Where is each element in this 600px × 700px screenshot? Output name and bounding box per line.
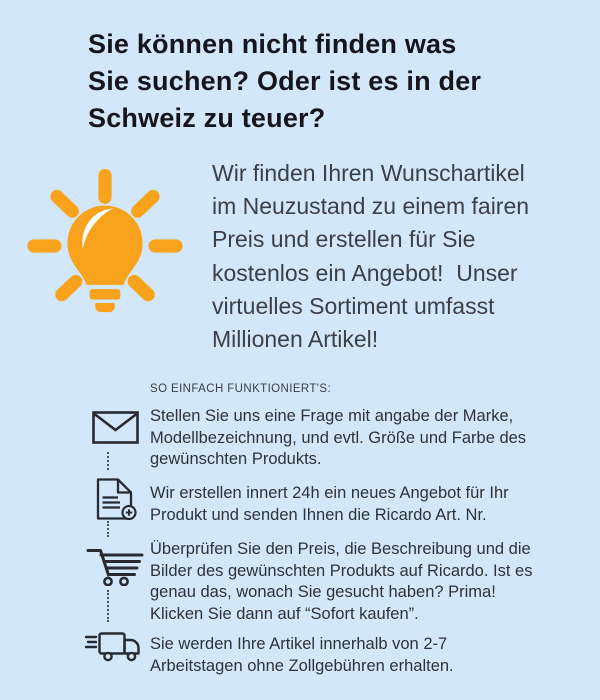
step-line: genau das, wonach Sie gesucht haben? Prima! <box>150 583 496 601</box>
intro-line: Wir finden Ihren Wunschartikel <box>212 160 525 186</box>
step-3-text <box>150 539 580 625</box>
step-line: Sie werden Ihre Artikel innerhalb von 2-7 <box>150 635 448 653</box>
step-line: Überprüfen Sie den Preis, die Beschreibung und die <box>150 540 531 558</box>
step-2-text <box>150 483 580 526</box>
intro-text <box>212 157 597 356</box>
envelope-icon <box>92 411 139 449</box>
how-it-works-label: SO EINFACH FUNKTIONIERT'S: <box>150 383 332 395</box>
intro-line: Millionen Artikel! <box>212 326 379 353</box>
dotted-connector <box>107 521 109 537</box>
lightbulb-icon <box>27 168 183 342</box>
document-new-offer-icon <box>92 478 138 525</box>
step-line: Modellbezeichnung, und evtl. Größe und Farbe des <box>150 428 527 447</box>
intro-line: im Neuzustand zu einem fairen <box>212 193 530 220</box>
intro-line: kostenlos ein Angebot! Unser <box>212 259 518 286</box>
dotted-connector <box>107 452 109 470</box>
step-line: Wir erstellen innert 24h ein neues Angebot für Ihr <box>150 484 509 502</box>
step-1-text <box>150 406 580 471</box>
intro-line: virtuelles Sortiment umfasst <box>212 292 495 319</box>
step-line: Stellen Sie uns eine Frage mit angabe der Marke, <box>150 407 514 425</box>
step-line: gewünschten Produkts. <box>150 450 322 468</box>
step-line: Produkt und senden Ihnen die Ricardo Art. Nr. <box>150 505 487 524</box>
delivery-truck-icon <box>84 630 148 667</box>
step-4-text <box>150 634 580 677</box>
dotted-connector <box>107 590 109 622</box>
page-title-line: Sie suchen? Oder ist es in der <box>88 66 482 96</box>
intro-line: Preis und erstellen für Sie <box>212 226 476 253</box>
page-title <box>88 26 568 137</box>
step-line: Klicken Sie dann auf “Sofort kaufen”. <box>150 604 419 623</box>
page-title-line: Schweiz zu teuer? <box>88 103 326 133</box>
shopping-cart-icon <box>86 544 144 591</box>
step-line: Bilder des gewünschten Produkts auf Ricardo. Ist es <box>150 561 533 580</box>
page-title-line: Sie können nicht finden was <box>88 29 457 59</box>
step-line: Arbeitstagen ohne Zollgebühren erhalten. <box>150 656 454 675</box>
